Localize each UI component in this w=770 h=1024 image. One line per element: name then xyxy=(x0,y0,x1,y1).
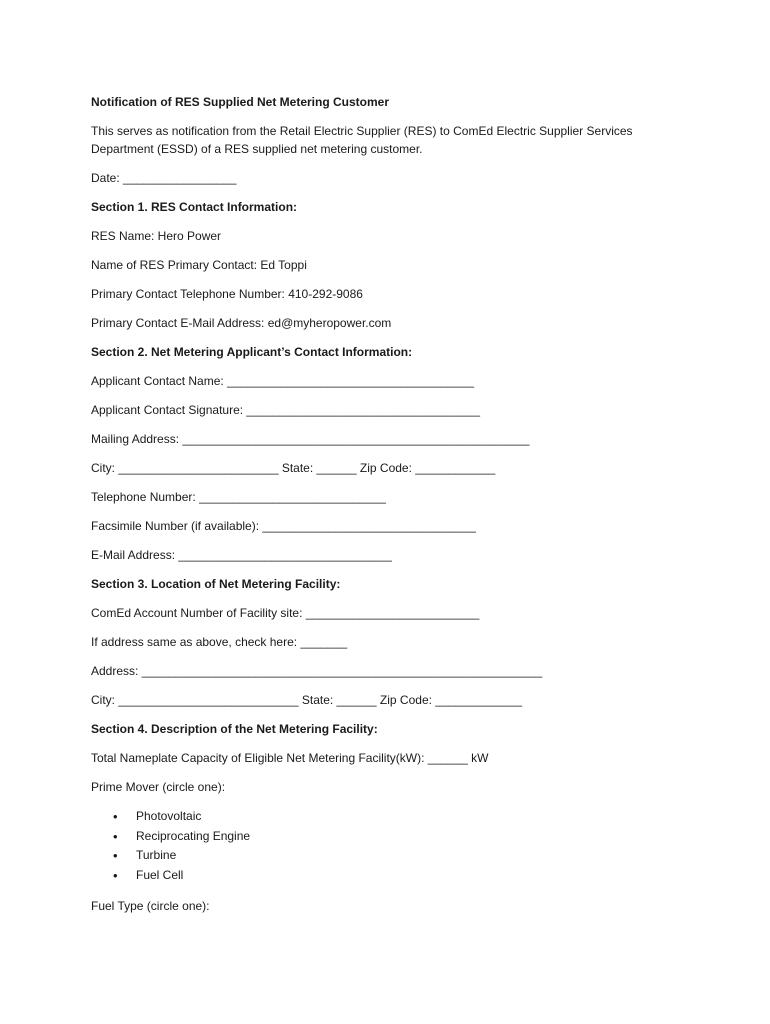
document-page xyxy=(91,93,691,926)
intro-paragraph: This serves as notification from the Retail Electric Supplier (RES) to ComEd Electric Supplier Services Department (ESSD) of a RES supplied net metering customer. xyxy=(91,124,633,156)
prime-mover-option[interactable]: • Turbine xyxy=(113,846,691,866)
res-primary-contact: Name of RES Primary Contact: Ed Toppi xyxy=(91,258,307,272)
prime-mover-option[interactable]: • Fuel Cell xyxy=(113,866,691,886)
prime-mover-option[interactable]: • Reciprocating Engine xyxy=(113,827,691,847)
facility-address-field[interactable]: Address: ____________________________________________________________ xyxy=(91,664,543,678)
applicant-facsimile-field[interactable]: Facsimile Number (if available): ________________________________ xyxy=(91,519,476,533)
applicant-email-field[interactable]: E-Mail Address: ________________________________ xyxy=(91,548,392,562)
section2-heading: Section 2. Net Metering Applicant’s Contact Information: xyxy=(91,345,413,359)
fuel-type-label: Fuel Type (circle one): xyxy=(91,898,210,913)
prime-mover-label: Prime Mover (circle one): xyxy=(91,780,226,794)
comed-account-number-field[interactable]: ComEd Account Number of Facility site: __________________________ xyxy=(91,606,480,620)
document-title: Notification of RES Supplied Net Metering Customer xyxy=(91,95,390,109)
prime-mover-option[interactable]: • Photovoltaic xyxy=(113,807,691,827)
applicant-city-state-zip-field[interactable]: City: ________________________ State: ______ Zip Code: ____________ xyxy=(91,461,496,475)
section1-heading: Section 1. RES Contact Information: xyxy=(91,200,298,214)
nameplate-capacity-field[interactable]: Total Nameplate Capacity of Eligible Net Metering Facility(kW): ______ kW xyxy=(91,751,489,765)
section3-heading: Section 3. Location of Net Metering Facility: xyxy=(91,577,341,591)
applicant-telephone-field[interactable]: Telephone Number: ____________________________ xyxy=(91,490,386,504)
applicant-signature-field[interactable]: Applicant Contact Signature: ___________________________________ xyxy=(91,403,481,417)
facility-city-state-zip-field[interactable]: City: ___________________________ State: ______ Zip Code: _____________ xyxy=(91,693,523,707)
mailing-address-field[interactable]: Mailing Address: ____________________________________________________ xyxy=(91,432,530,446)
applicant-name-field[interactable]: Applicant Contact Name: _____________________________________ xyxy=(91,374,474,388)
prime-mover-list xyxy=(91,807,691,886)
date-field[interactable]: Date: _________________ xyxy=(91,171,237,185)
same-address-check-field[interactable]: If address same as above, check here: _______ xyxy=(91,635,348,649)
res-contact-email: Primary Contact E-Mail Address: ed@myheropower.com xyxy=(91,316,392,330)
res-contact-telephone: Primary Contact Telephone Number: 410-292-9086 xyxy=(91,287,363,301)
section4-heading: Section 4. Description of the Net Metering Facility: xyxy=(91,722,378,736)
res-name: RES Name: Hero Power xyxy=(91,229,222,243)
